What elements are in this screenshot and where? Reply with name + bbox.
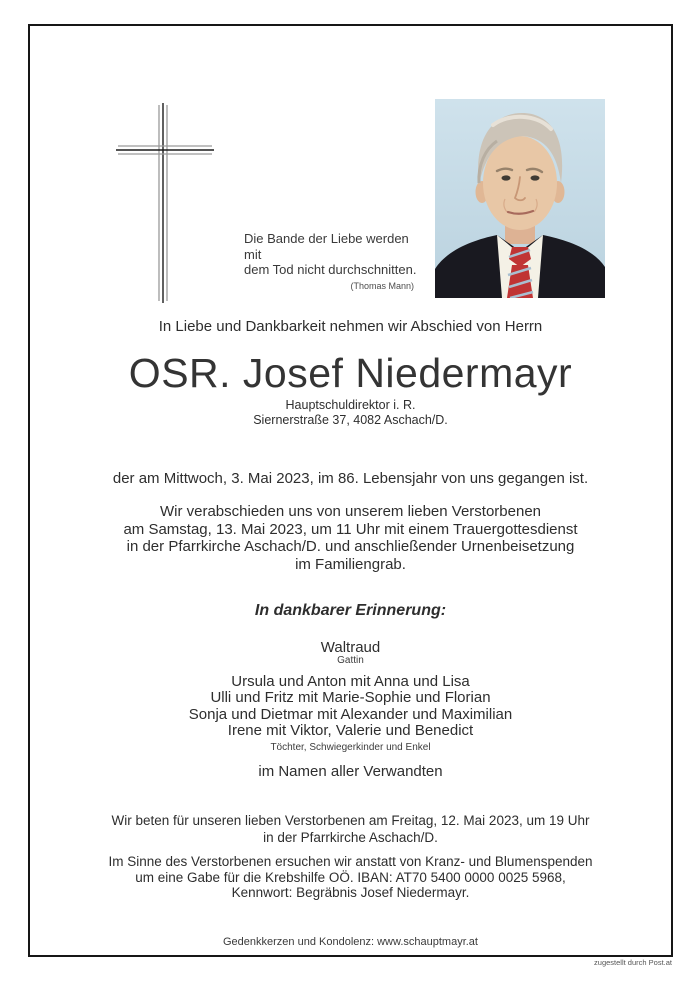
quote-attribution: (Thomas Mann) <box>350 280 414 291</box>
memorial-card <box>28 24 673 957</box>
prayer-paragraph <box>30 812 671 846</box>
donation-line: Im Sinne des Verstorbenen ersuchen wir anstatt von Kranz- und Blumenspenden <box>108 854 593 869</box>
prayer-line: in der Pfarrkirche Aschach/D. <box>263 830 438 845</box>
donation-line: um eine Gabe für die Krebshilfe OÖ. IBAN: AT70 5400 0000 0025 5968, <box>135 869 566 885</box>
family-relation: Töchter, Schwiegerkinder und Enkel <box>270 742 431 753</box>
farewell-paragraph <box>30 503 671 573</box>
farewell-line: in der Pfarrkirche Aschach/D. und anschließender Urnenbeisetzung <box>126 538 575 555</box>
family-line: Irene mit Viktor, Valerie und Benedict <box>227 721 474 739</box>
prayer-line: Wir beten für unseren lieben Verstorbenen am Freitag, 12. Mai 2023, um 19 Uhr <box>111 813 590 828</box>
family-line: Ulli und Fritz mit Marie-Sophie und Florian <box>210 689 491 707</box>
closing-line: im Namen aller Verwandten <box>258 763 443 780</box>
farewell-line: im Familiengrab. <box>295 555 406 573</box>
portrait-photo <box>435 99 605 298</box>
farewell-line: Wir verabschieden uns von unserem lieben Verstorbenen <box>159 503 542 520</box>
deceased-name: OSR. Josef Niedermayr <box>128 350 573 396</box>
memorial-quote <box>244 231 424 294</box>
family-list <box>30 674 671 739</box>
donation-line: Kennwort: Begräbnis Josef Niedermayr. <box>231 885 470 900</box>
condolence-line: Gedenkkerzen und Kondolenz: www.schauptmayr.at <box>223 936 478 948</box>
family-line: Ursula und Anton mit Anna und Lisa <box>231 673 470 690</box>
family-line: Sonja und Dietmar mit Alexander und Maximilian <box>188 705 513 723</box>
deceased-address: Siernerstraße 37, 4082 Aschach/D. <box>253 413 448 427</box>
death-line: der am Mittwoch, 3. Mai 2023, im 86. Lebensjahr von uns gegangen ist. <box>112 470 589 487</box>
donation-paragraph <box>30 854 671 901</box>
delivery-note: zugestellt durch Post.at <box>594 958 672 967</box>
memorial-cross-icon <box>116 103 214 303</box>
wife-relation: Gattin <box>337 655 364 666</box>
deceased-title: Hauptschuldirektor i. R. <box>285 398 416 412</box>
quote-line: dem Tod nicht durchschnitten. <box>244 262 417 277</box>
remembrance-heading: In dankbarer Erinnerung: <box>254 602 447 619</box>
farewell-line: am Samstag, 13. Mai 2023, um 11 Uhr mit einem Trauergottesdienst <box>123 520 578 538</box>
intro-line: In Liebe und Dankbarkeit nehmen wir Abschied von Herrn <box>158 318 543 335</box>
quote-line: Die Bande der Liebe werden mit <box>244 231 409 262</box>
wife-name: Waltraud <box>320 639 381 656</box>
